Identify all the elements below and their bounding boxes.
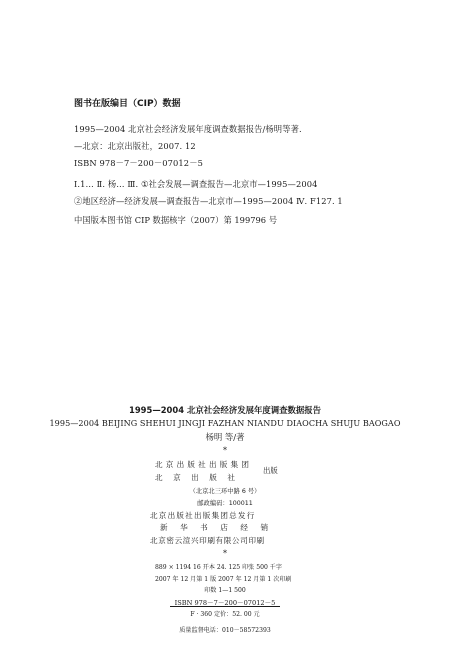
book-title-cn: 1995—2004 北京社会经济发展年度调查数据报告 [129,405,321,415]
publish-label: 出版 [263,466,278,475]
publisher-name: 北京出版社 [155,473,246,482]
cip-heading: 图书在版编目（CIP）数据 [74,99,181,109]
cip-line-2: —北京：北京出版社，2007. 12 [74,141,196,151]
cip-record-number: 中国版本图书馆 CIP 数据核字（2007）第 199796 号 [74,215,277,225]
separator-star-bottom: * [223,549,227,558]
publisher-group: 北京出版社出版集团 [155,460,253,469]
isbn-bottom: ISBN 978－7－200－07012－5 [174,599,276,607]
publisher-address: （北京北三环中路 6 号） [189,488,261,495]
postcode: 邮政编码：100011 [197,500,253,507]
edition-info: 2007 年 12 月第 1 版 2007 年 12 月第 1 次印刷 [155,576,292,583]
cip-isbn: ISBN 978－7－200－07012－5 [74,158,203,168]
book-title-en: 1995—2004 BEIJING SHEHUI JINGJI FAZHAN NIANDU DIAOCHA SHUJU BAOGAO [49,418,401,428]
quality-hotline: 质量监督电话：010－58572393 [179,627,271,634]
cip-line-1: 1995—2004 北京社会经济发展年度调查数据报告/杨明等著. [74,124,302,134]
cip-line-4: Ⅰ.1… Ⅱ. 杨… Ⅲ. ①社会发展—调查报告—北京市—1995—2004 [74,179,318,189]
price-line: F · 360 定价：52. 00 元 [190,611,260,618]
format-specs: 889 × 1194 16 开本 24. 125 印张 500 千字 [155,564,282,571]
cip-line-5: ②地区经济—经济发展—调查报告—北京市—1995—2004 Ⅳ. F127. 1 [74,196,343,206]
distributor: 北京出版社出版集团总发行 [150,511,256,520]
isbn-underline [170,606,280,607]
author-line: 杨明 等/著 [205,432,245,442]
printer: 北京密云渲兴印刷有限公司印刷 [150,536,265,545]
print-run: 印数 1—1 500 [204,587,246,594]
seller: 新华书店经销 [160,523,281,532]
separator-star-top: * [223,446,227,455]
